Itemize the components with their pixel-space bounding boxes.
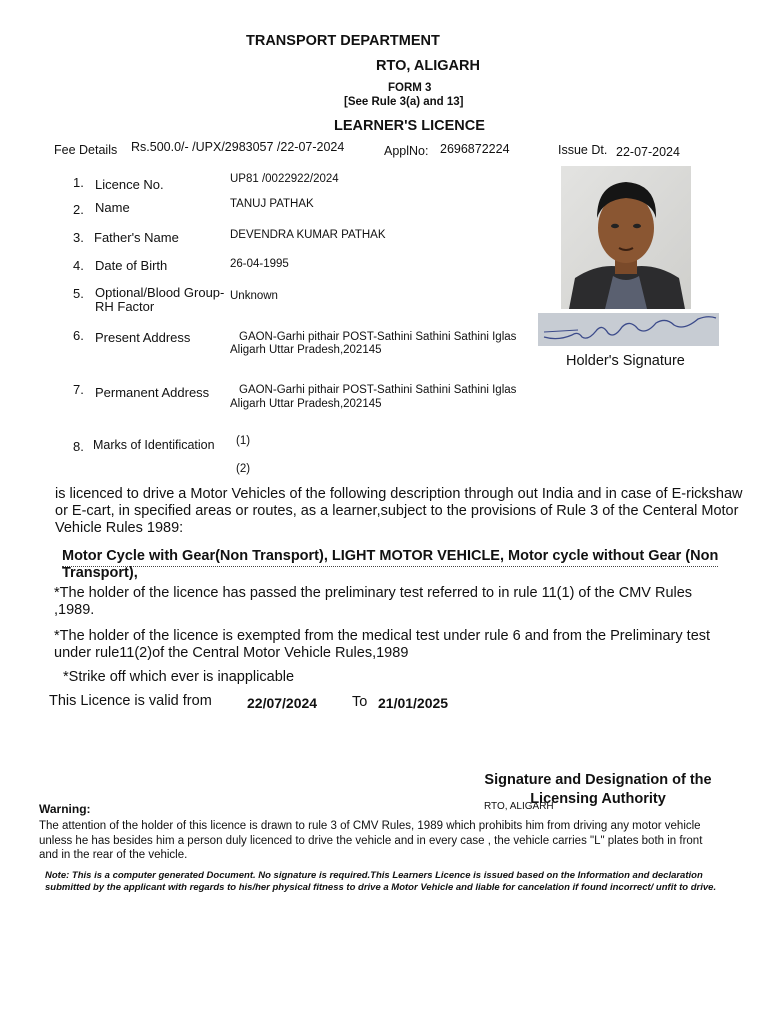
field-4-label: Date of Birth: [95, 258, 168, 273]
permanent-address-line1: GAON-Garhi pithair POST-Sathini Sathini Sathini Iglas: [239, 384, 517, 396]
field-1-label: Licence No.: [95, 177, 164, 192]
note-medical-exemption: *The holder of the licence is exempted from the medical test under rule 6 and from the Preliminary test under rule11(2)of the Central Motor Vehicle Rules,1989: [54, 628, 711, 661]
fee-label: Fee Details: [54, 143, 118, 157]
computer-generated-note: Note: This is a computer generated Document. No signature is required.This Learners Licence is issued based on the Information and declaration submitted by the applicant with regards to his/her physical fitness to drive a Motor Vehicle and liable for cancelation if found incorrect/ unfit to drive.: [45, 870, 717, 893]
rule-reference: [See Rule 3(a) and 13]: [344, 96, 464, 108]
strike-off-note: *Strike off which ever is inapplicable: [63, 669, 295, 685]
field-7-num: 7.: [73, 382, 84, 397]
field-6-label: Present Address: [95, 330, 191, 345]
fee-value: Rs.500.0/- /UPX/2983057 /22-07-2024: [131, 140, 345, 154]
field-2-label: Name: [95, 200, 130, 215]
field-1-num: 1.: [73, 175, 84, 190]
appl-no-value: 2696872224: [440, 142, 510, 156]
field-5-label-2: RH Factor: [95, 299, 155, 314]
present-address-line2: Aligarh Uttar Pradesh,202145: [230, 344, 382, 356]
field-4-num: 4.: [73, 258, 84, 273]
field-5-num: 5.: [73, 286, 84, 301]
valid-to-date: 21/01/2025: [378, 695, 449, 711]
fathers-name-value: DEVENDRA KUMAR PATHAK: [230, 229, 386, 241]
field-3-num: 3.: [73, 230, 84, 245]
field-6-num: 6.: [73, 328, 84, 343]
identification-mark-2: (2): [236, 463, 251, 475]
holder-photo: [561, 166, 691, 309]
licensing-authority-signature: Signature and Designation of the Licensing Authority: [484, 772, 712, 807]
dob-value: 26-04-1995: [230, 258, 289, 270]
department-title: TRANSPORT DEPARTMENT: [246, 33, 440, 49]
form-number: FORM 3: [388, 82, 432, 94]
validity-label: This Licence is valid from: [49, 693, 212, 709]
field-3-label: Father's Name: [94, 230, 179, 245]
field-2-num: 2.: [73, 202, 84, 217]
field-8-num: 8.: [73, 439, 84, 454]
authority-rto: RTO, ALIGARH: [484, 801, 554, 812]
holder-signature-caption: Holder's Signature: [566, 353, 685, 369]
warning-title: Warning:: [39, 802, 91, 816]
field-5-label: Optional/Blood Group-: [95, 285, 225, 300]
document-title: LEARNER'S LICENCE: [334, 118, 485, 134]
valid-from-date: 22/07/2024: [247, 695, 318, 711]
issue-date-value: 22-07-2024: [616, 145, 680, 159]
warning-text: The attention of the holder of this licence is drawn to rule 3 of CMV Rules, 1989 which prohibits him from driving any motor vehicle unless he has besides him a person duly licenced to drive the vehicle and in every case , the vehicle carries "L" plates both in front and in the rear of the vehicle.: [39, 820, 703, 861]
appl-no-label: ApplNo:: [384, 144, 429, 158]
blood-group-value: Unknown: [230, 290, 278, 302]
field-8-label: Marks of Identification: [93, 438, 215, 452]
licence-no-value: UP81 /0022922/2024: [230, 173, 339, 185]
identification-mark-1: (1): [236, 435, 251, 447]
vehicle-classes-dotted-line: [62, 566, 718, 567]
note-preliminary-test: *The holder of the licence has passed the preliminary test referred to in rule 11(1) of the CMV Rules ,1989.: [54, 585, 693, 618]
present-address-line1: GAON-Garhi pithair POST-Sathini Sathini Sathini Iglas: [239, 331, 517, 343]
issue-date-label: Issue Dt.: [558, 143, 608, 157]
holder-signature-image: [538, 313, 719, 346]
licence-description: is licenced to drive a Motor Vehicles of the following description through out India and in case of E-rickshaw or E-cart, in specified areas or routes, as a learner,subject to the provisions of Rule 3 of the Centeral Motor Vehicle Rules 1989:: [55, 486, 743, 536]
vehicle-classes: Motor Cycle with Gear(Non Transport), LIGHT MOTOR VEHICLE, Motor cycle without Gear (Non Transport),: [62, 548, 719, 581]
valid-to-label: To: [352, 694, 368, 710]
permanent-address-line2: Aligarh Uttar Pradesh,202145: [230, 398, 382, 410]
rto-title: RTO, ALIGARH: [376, 58, 480, 74]
name-value: TANUJ PATHAK: [230, 198, 314, 210]
field-7-label: Permanent Address: [95, 385, 210, 400]
